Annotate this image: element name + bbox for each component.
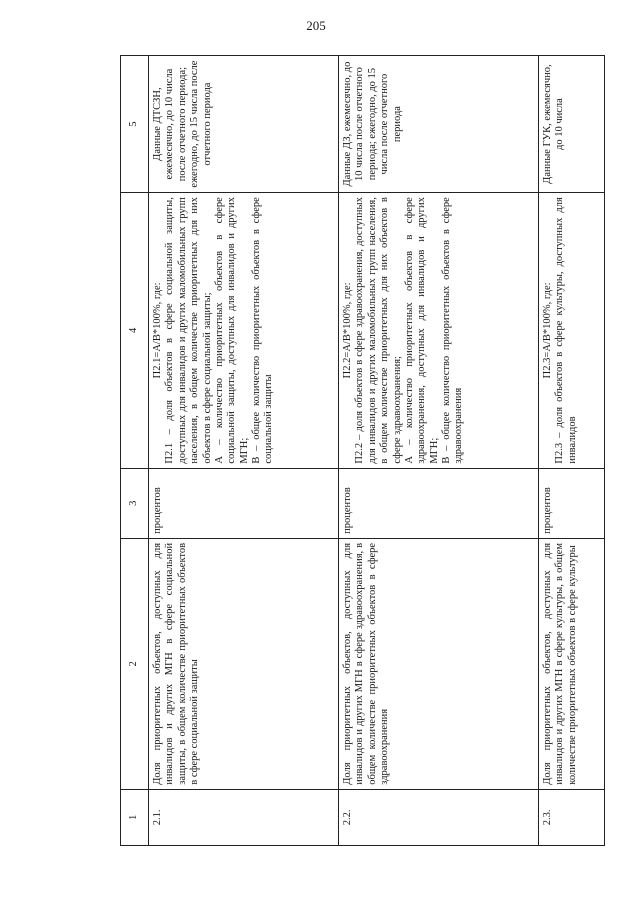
table-row	[149, 56, 339, 846]
source-cell: Данные ДЗ, ежемесячно, до 10 числа после отчетного периода; ежегодно, до 15 числа после отчетного периода	[339, 56, 539, 193]
page-number: 205	[306, 18, 326, 33]
table-row	[539, 56, 605, 846]
formula-line: А – количество приоритетных объектов в сфере здравоохранения, доступных для инвалидов и других МГН;	[403, 197, 440, 464]
formula-title: П2.2=А/В*100%, где:	[342, 282, 353, 379]
formula-line: П2.1 – доля объектов в сфере социальной защиты, доступных для инвалидов и других маломобильных групп населения, в общем количестве приоритетных для них объектов в сфере социальной защиты;	[164, 197, 213, 464]
formula-cell	[539, 193, 605, 468]
table-row	[339, 56, 539, 846]
indicator-name: Доля приоритетных объектов, доступных для инвалидов и других МГН в сфере здравоохранения, в общем количестве приоритетных объектов в сфере здравоохранения	[339, 538, 539, 789]
row-number: 2.1.	[149, 789, 339, 845]
formula-title: П2.1=А/В*100%, где:	[152, 282, 163, 379]
formula-title: П2.3=А/В*100%, где:	[542, 282, 553, 379]
indicators-table	[120, 55, 605, 846]
unit-cell: процентов	[149, 468, 339, 538]
source-cell: Данные ГУК, ежемесячно, до 10 числа	[539, 56, 605, 193]
header-col-3: 3	[121, 468, 149, 538]
unit-cell: процентов	[339, 468, 539, 538]
formula-line: В – общее количество приоритетных объектов в сфере социальной защиты	[251, 197, 275, 464]
indicator-name: Доля приоритетных объектов, доступных для инвалидов и других МГН в сфере культуры, в общем количестве приоритетных объектов в сфере культуры	[539, 538, 605, 789]
formula-line: А – количество приоритетных объектов в сфере социальной защиты, доступных для инвалидов и других МГН;	[213, 197, 250, 464]
formula-line: П2.2 – доля объектов в сфере здравоохранения, доступных для инвалидов и других маломобильных групп населения, в общем количестве приоритетных для них объектов в сфере здравоохранения;	[354, 197, 403, 464]
formula-cell	[149, 193, 339, 468]
header-row	[121, 56, 149, 846]
rotated-table-container	[120, 55, 604, 846]
source-cell: Данные ДТСЗН, ежемесячно, до 10 числа после отчетного периода; ежегодно, до 15 числа после отчетного периода	[149, 56, 339, 193]
row-number: 2.2.	[339, 789, 539, 845]
formula-cell	[339, 193, 539, 468]
header-col-4: 4	[121, 193, 149, 468]
formula-line: В – общее количество приоритетных объектов в сфере здравоохранения	[441, 197, 465, 464]
header-col-1: 1	[121, 789, 149, 845]
indicator-name: Доля приоритетных объектов, доступных для инвалидов и других МГН в сфере социальной защиты, в общем количестве приоритетных объектов в сфере социальной защиты	[149, 538, 339, 789]
row-number: 2.3.	[539, 789, 605, 845]
header-col-5: 5	[121, 56, 149, 193]
header-col-2: 2	[121, 538, 149, 789]
unit-cell: процентов	[539, 468, 605, 538]
formula-line: П2.3 – доля объектов в сфере культуры, доступных для инвалидов	[554, 197, 578, 464]
